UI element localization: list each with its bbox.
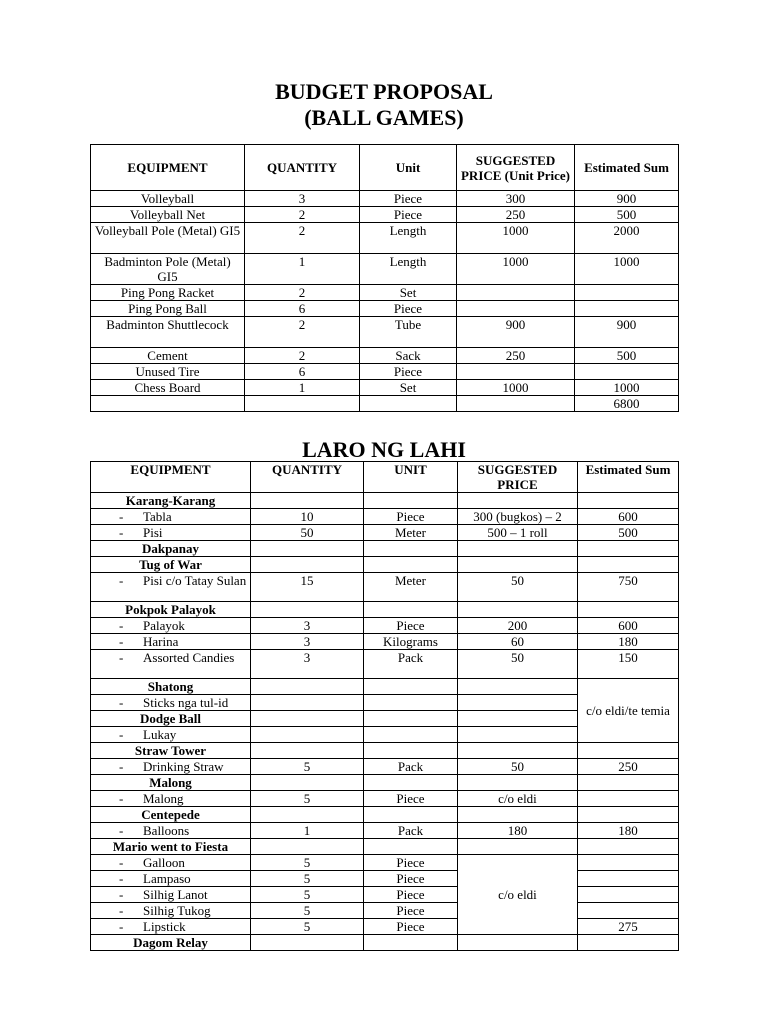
empty-cell [458, 679, 578, 695]
empty-cell [251, 727, 364, 743]
item-sum: 750 [578, 573, 679, 602]
item-unit: Meter [364, 525, 458, 541]
item-quantity: 3 [251, 618, 364, 634]
item-unit: Piece [360, 364, 457, 380]
table-row [91, 285, 679, 301]
item-name: - Harina [91, 634, 251, 650]
merged-price-note: c/o eldi [458, 855, 578, 935]
empty-cell [364, 775, 458, 791]
page-title: BUDGET PROPOSAL [275, 79, 493, 104]
item-quantity: 3 [251, 634, 364, 650]
group-row [91, 839, 679, 855]
group-name: Karang-Karang [91, 493, 251, 509]
empty-cell [578, 855, 679, 871]
item-unit: Piece [360, 207, 457, 223]
group-row [91, 807, 679, 823]
empty-cell [364, 743, 458, 759]
table-row [91, 618, 679, 634]
item-quantity: 1 [245, 254, 360, 285]
item-name: Cement [91, 348, 245, 364]
empty-cell [251, 493, 364, 509]
header-suggested-price: SUGGESTED PRICE (Unit Price) [457, 145, 575, 191]
item-quantity: 6 [245, 364, 360, 380]
item-unit: Tube [360, 317, 457, 348]
empty-cell [578, 935, 679, 951]
item-unit: Meter [364, 573, 458, 602]
empty-cell [251, 775, 364, 791]
item-name: - Silhig Tukog [91, 903, 251, 919]
empty-cell [251, 807, 364, 823]
item-sum [575, 364, 679, 380]
item-sum: 150 [578, 650, 679, 679]
empty-cell [458, 807, 578, 823]
item-name: - Drinking Straw [91, 759, 251, 775]
item-price: 60 [458, 634, 578, 650]
table-header-row [91, 145, 679, 191]
empty-cell [458, 727, 578, 743]
empty-cell [251, 839, 364, 855]
header-estimated-sum: Estimated Sum [575, 145, 679, 191]
item-quantity: 1 [245, 380, 360, 396]
empty-cell [364, 695, 458, 711]
empty-cell [578, 493, 679, 509]
item-sum: 1000 [575, 380, 679, 396]
group-name: Shatong [91, 679, 251, 695]
empty-cell [364, 541, 458, 557]
empty-cell [578, 807, 679, 823]
item-name: Badminton Shuttlecock [91, 317, 245, 348]
empty-cell [578, 887, 679, 903]
group-row [91, 541, 679, 557]
item-price: 1000 [457, 254, 575, 285]
empty-cell [251, 743, 364, 759]
item-name: - Assorted Candies [91, 650, 251, 679]
item-name: - Pisi [91, 525, 251, 541]
item-name: - Lukay [91, 727, 251, 743]
header-quantity: QUANTITY [251, 462, 364, 493]
item-unit: Piece [360, 191, 457, 207]
item-unit: Piece [364, 509, 458, 525]
item-unit: Piece [364, 791, 458, 807]
item-name: Chess Board [91, 380, 245, 396]
table-row [91, 650, 679, 679]
item-unit: Pack [364, 650, 458, 679]
item-name: Ping Pong Ball [91, 301, 245, 317]
table-row [91, 317, 679, 348]
item-quantity: 5 [251, 871, 364, 887]
item-sum: 1000 [575, 254, 679, 285]
item-quantity: 5 [251, 919, 364, 935]
group-name: Malong [91, 775, 251, 791]
item-quantity: 2 [245, 223, 360, 254]
table-row [91, 903, 679, 919]
item-unit: Set [360, 285, 457, 301]
item-price: 1000 [457, 380, 575, 396]
table-row [91, 525, 679, 541]
table-row [91, 887, 679, 903]
empty-cell [251, 695, 364, 711]
item-quantity [245, 396, 360, 412]
group-row [91, 493, 679, 509]
empty-cell [458, 557, 578, 573]
table-row [91, 759, 679, 775]
item-quantity: 2 [245, 207, 360, 223]
item-unit: Piece [360, 301, 457, 317]
item-sum: 500 [575, 348, 679, 364]
table-row [91, 223, 679, 254]
item-unit: Sack [360, 348, 457, 364]
item-name: - Silhig Lanot [91, 887, 251, 903]
empty-cell [458, 541, 578, 557]
empty-cell [578, 903, 679, 919]
empty-cell [578, 871, 679, 887]
item-name: Unused Tire [91, 364, 245, 380]
table-row [91, 871, 679, 887]
table-row [91, 509, 679, 525]
item-name [91, 396, 245, 412]
item-quantity: 1 [251, 823, 364, 839]
empty-cell [458, 711, 578, 727]
group-row [91, 557, 679, 573]
table-row [91, 301, 679, 317]
item-name: Volleyball Net [91, 207, 245, 223]
item-price: 50 [458, 573, 578, 602]
item-name: - Balloons [91, 823, 251, 839]
item-quantity: 50 [251, 525, 364, 541]
item-name: Badminton Pole (Metal) GI5 [91, 254, 245, 285]
item-name: - Lipstick [91, 919, 251, 935]
table-row [91, 191, 679, 207]
item-sum: 180 [578, 634, 679, 650]
empty-cell [578, 602, 679, 618]
empty-cell [458, 935, 578, 951]
empty-cell [578, 839, 679, 855]
item-unit: Piece [364, 919, 458, 935]
group-name: Straw Tower [91, 743, 251, 759]
empty-cell [364, 727, 458, 743]
group-name: Dagom Relay [91, 935, 251, 951]
item-sum: 500 [575, 207, 679, 223]
item-price [457, 364, 575, 380]
table-row [91, 207, 679, 223]
item-unit [360, 396, 457, 412]
header-equipment: EQUIPMENT [91, 145, 245, 191]
item-unit: Piece [364, 855, 458, 871]
item-quantity: 2 [245, 348, 360, 364]
table-row [91, 855, 679, 871]
group-name: Centepede [91, 807, 251, 823]
group-name: Pokpok Palayok [91, 602, 251, 618]
table-row [91, 919, 679, 935]
item-price: 1000 [457, 223, 575, 254]
item-name: Ping Pong Racket [91, 285, 245, 301]
group-name: Tug of War [91, 557, 251, 573]
item-unit: Piece [364, 871, 458, 887]
item-quantity: 15 [251, 573, 364, 602]
item-name: - Galloon [91, 855, 251, 871]
empty-cell [364, 602, 458, 618]
item-price: 250 [457, 207, 575, 223]
item-price: 50 [458, 759, 578, 775]
item-name: Volleyball [91, 191, 245, 207]
item-quantity: 5 [251, 887, 364, 903]
item-price [457, 301, 575, 317]
item-quantity: 6 [245, 301, 360, 317]
grand-total: 6800 [575, 396, 679, 412]
item-sum: 500 [578, 525, 679, 541]
table-row [91, 380, 679, 396]
item-unit: Set [360, 380, 457, 396]
item-price [457, 285, 575, 301]
table-header-row [91, 462, 679, 493]
empty-cell [364, 711, 458, 727]
empty-cell [458, 775, 578, 791]
page-subtitle: (BALL GAMES) [304, 105, 464, 130]
item-price: 900 [457, 317, 575, 348]
item-price: 500 – 1 roll [458, 525, 578, 541]
header-quantity: QUANTITY [245, 145, 360, 191]
item-quantity: 3 [245, 191, 360, 207]
item-unit: Piece [364, 618, 458, 634]
item-name: - Pisi c/o Tatay Sulan [91, 573, 251, 602]
item-sum [575, 301, 679, 317]
item-price: 180 [458, 823, 578, 839]
empty-cell [364, 679, 458, 695]
merged-sum-note: c/o eldi/te temia [578, 679, 679, 743]
empty-cell [364, 557, 458, 573]
item-quantity: 2 [245, 285, 360, 301]
empty-cell [578, 775, 679, 791]
item-quantity: 5 [251, 759, 364, 775]
group-name: Dodge Ball [91, 711, 251, 727]
group-row [91, 935, 679, 951]
item-unit: Pack [364, 759, 458, 775]
item-price: 300 [457, 191, 575, 207]
table-row [91, 348, 679, 364]
empty-cell [364, 839, 458, 855]
item-sum: 600 [578, 618, 679, 634]
item-quantity: 10 [251, 509, 364, 525]
item-unit: Kilograms [364, 634, 458, 650]
empty-cell [458, 839, 578, 855]
empty-cell [251, 711, 364, 727]
empty-cell [578, 743, 679, 759]
item-unit: Length [360, 223, 457, 254]
item-price: 300 (bugkos) – 2 [458, 509, 578, 525]
empty-cell [251, 679, 364, 695]
item-quantity: 5 [251, 791, 364, 807]
item-price: c/o eldi [458, 791, 578, 807]
header-suggested-price: SUGGESTED PRICE [458, 462, 578, 493]
table-row [91, 634, 679, 650]
item-name: - Lampaso [91, 871, 251, 887]
item-name: - Palayok [91, 618, 251, 634]
empty-cell [364, 935, 458, 951]
item-sum: 600 [578, 509, 679, 525]
empty-cell [364, 493, 458, 509]
item-unit: Piece [364, 887, 458, 903]
table-row [91, 254, 679, 285]
empty-cell [251, 541, 364, 557]
empty-cell [458, 743, 578, 759]
ball-games-table [90, 144, 679, 412]
item-sum: 250 [578, 759, 679, 775]
group-row [91, 602, 679, 618]
item-name: Volleyball Pole (Metal) GI5 [91, 223, 245, 254]
header-equipment: EQUIPMENT [91, 462, 251, 493]
group-row [91, 743, 679, 759]
empty-cell [458, 602, 578, 618]
item-sum [575, 285, 679, 301]
item-sum [578, 791, 679, 807]
item-quantity: 5 [251, 855, 364, 871]
item-quantity: 3 [251, 650, 364, 679]
item-quantity: 2 [245, 317, 360, 348]
item-sum: 900 [575, 317, 679, 348]
header-unit: UNIT [364, 462, 458, 493]
item-name: - Malong [91, 791, 251, 807]
item-sum: 180 [578, 823, 679, 839]
group-name: Dakpanay [91, 541, 251, 557]
empty-cell [364, 807, 458, 823]
group-row [91, 679, 679, 695]
header-estimated-sum: Estimated Sum [578, 462, 679, 493]
item-quantity: 5 [251, 903, 364, 919]
item-price: 50 [458, 650, 578, 679]
section-title-laro: LARO NG LAHI [302, 437, 466, 462]
total-row [91, 396, 679, 412]
group-row [91, 775, 679, 791]
table-row [91, 364, 679, 380]
empty-cell [251, 935, 364, 951]
item-sum: 2000 [575, 223, 679, 254]
item-unit: Length [360, 254, 457, 285]
item-unit: Pack [364, 823, 458, 839]
table-row [91, 573, 679, 602]
item-sum: 900 [575, 191, 679, 207]
header-unit: Unit [360, 145, 457, 191]
item-sum: 275 [578, 919, 679, 935]
item-name: - Sticks nga tul-id [91, 695, 251, 711]
item-price: 200 [458, 618, 578, 634]
laro-ng-lahi-table [90, 461, 679, 951]
table-row [91, 791, 679, 807]
group-name: Mario went to Fiesta [91, 839, 251, 855]
item-unit: Piece [364, 903, 458, 919]
item-price [457, 396, 575, 412]
item-name: - Tabla [91, 509, 251, 525]
empty-cell [251, 602, 364, 618]
empty-cell [458, 695, 578, 711]
table-row [91, 823, 679, 839]
empty-cell [458, 493, 578, 509]
empty-cell [578, 557, 679, 573]
item-price: 250 [457, 348, 575, 364]
empty-cell [578, 541, 679, 557]
empty-cell [251, 557, 364, 573]
